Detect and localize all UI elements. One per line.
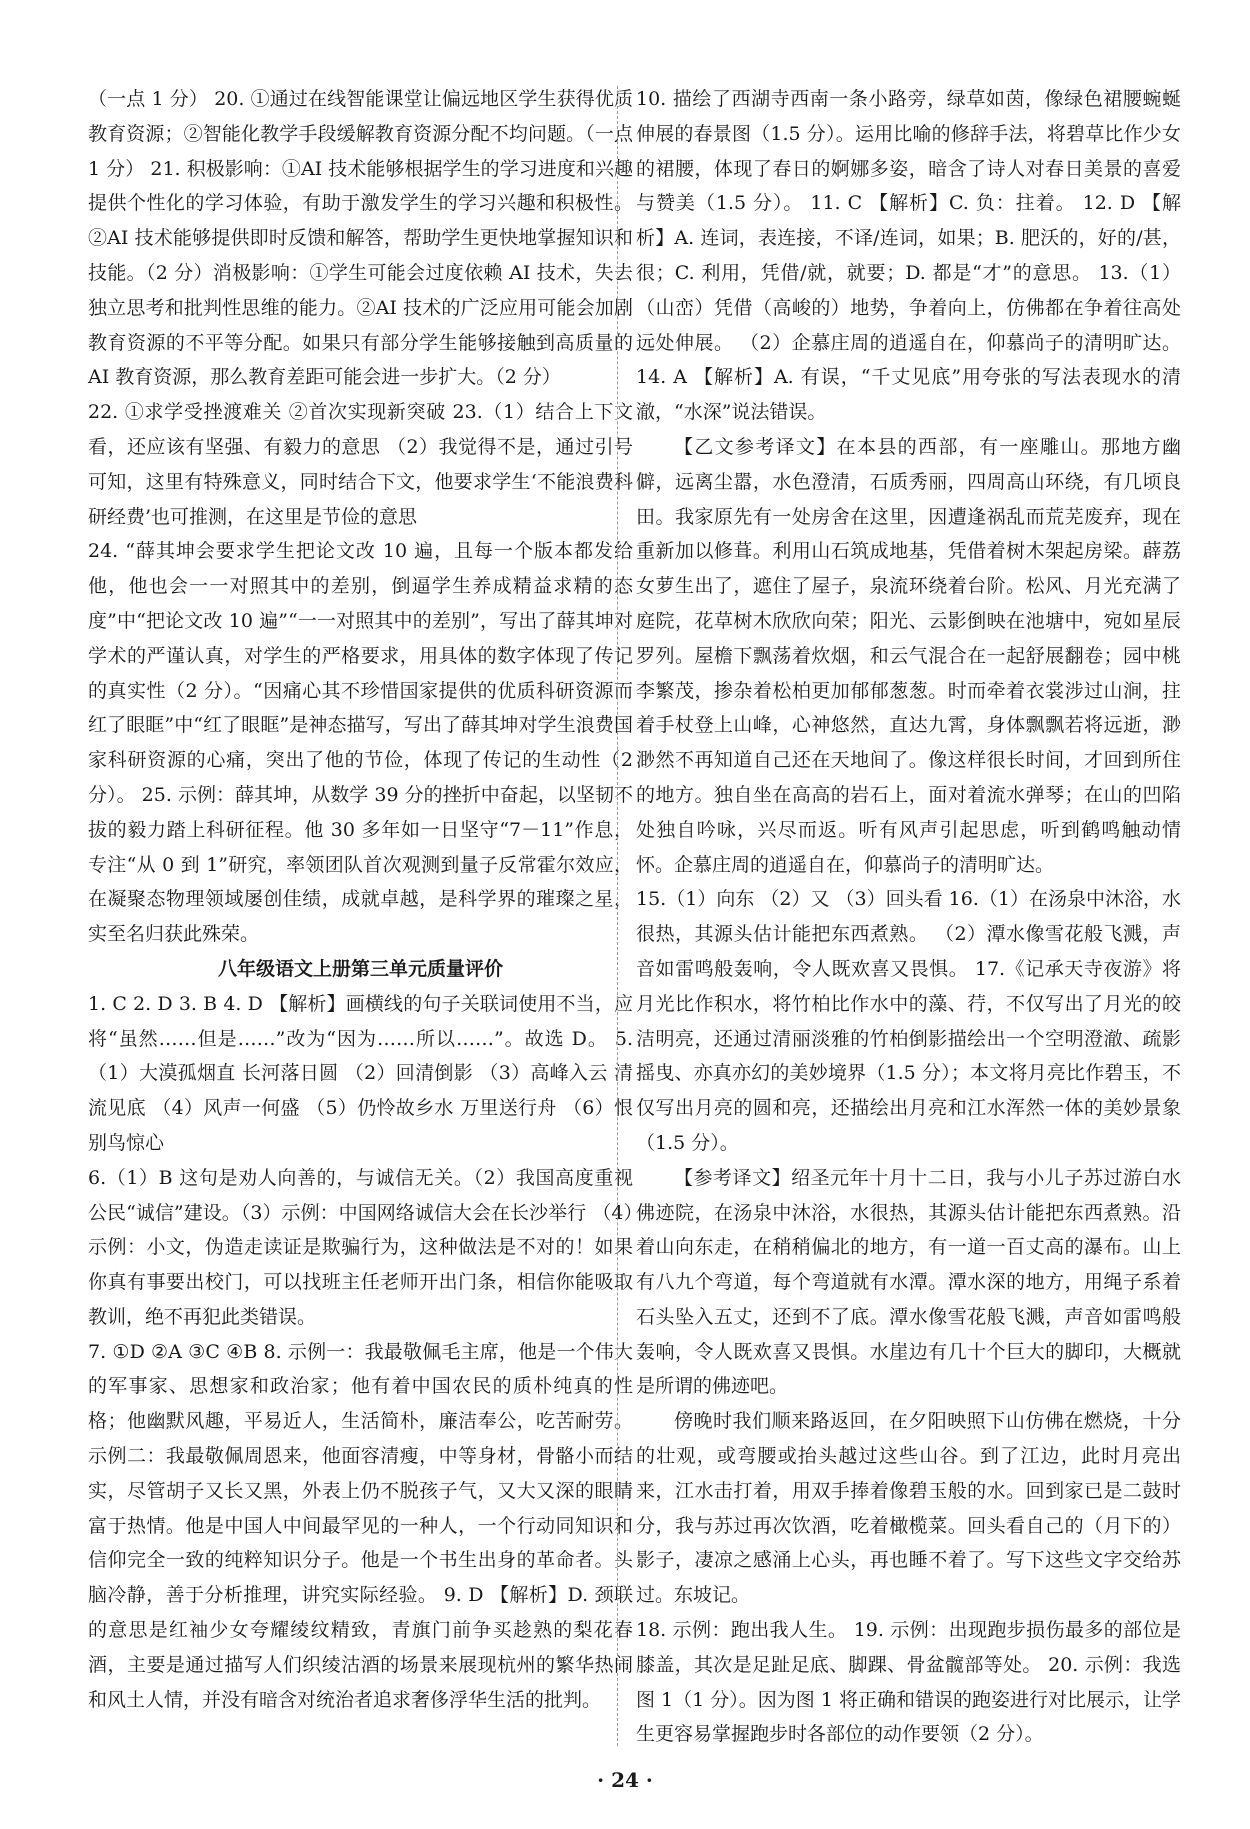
answer-paragraph-15-17: 15.（1）向东 （2）又 （3）回头看 16.（1）在汤泉中沐浴，水很热，其源头估计能把东西煮熟。 （2）潭水像雪花般飞溅，声音如雷鸣般轰响，令人既欢喜又畏惧。 17.《记承天寺夜游》将月光比作积水，将竹柏比作水中的藻、荇，不仅写出了月光的皎洁明亮，还通过清丽淡雅的竹柏倒影描绘出一个空明澄澈、疏影摇曳、亦真亦幻的美妙境界（1.5 分）；本文将月亮比作碧玉，不仅写出月亮的圆和亮，还描绘出月亮和江水浑然一体的美妙景象（1.5 分）。 [636,888,1181,1154]
reference-translation: 【参考译文】绍圣元年十月十二日，我与小儿子苏过游白水佛迹院，在汤泉中沐浴，水很热，其源头估计能把东西煮熟。沿着山向东走，在稍稍偏北的地方，有一道一百丈高的瀑布。山上有八九个弯道，每个弯道就有水潭。潭水深的地方，用绳子系着石头坠入五丈，还到不了底。潭水像雪花般飞溅，声音如雷鸣般轰响，令人既欢喜又畏惧。水崖边有几十个巨大的脚印，大概就是所谓的佛迹吧。 [636,1166,1181,1398]
answer-paragraph-10-14: 10. 描绘了西湖寺西南一条小路旁，绿草如茵，像绿色裙腰蜿蜒伸展的春景图（1.5 分）。运用比喻的修辞手法，将碧草比作少女的裙腰，体现了春日的婀娜多姿，暗含了诗人对春日美景的喜爱与赞美（1.5 分）。 11. C 【解析】C. 负：拄着。 12. D 【解析】A. 连词，表连接，不译/连词，如果；B. 肥沃的，好的/甚，很；C. 利用，凭借/就，就要；D. 都是“才”的意思。 13.（1）（山峦）凭借（高峻的）地势，争着向上，仿佛都在争着往高处远处伸展。 （2）企慕庄周的逍遥自在，仰慕尚子的清明旷达。 14. A 【解析】A. 有误，“千丈见底”用夸张的写法表现水的清澈，“水深”说法错误。 [636,88,1181,424]
answer-paragraph-1-5: 1. C 2. D 3. B 4. D 【解析】画横线的句子关联词使用不当，应将“虽然……但是……”改为“因为……所以……”。故选 D。 5.（1）大漠孤烟直 长河落日圆 （2）回清倒影 （3）高峰入云 清流见底 （4）风声一何盛 （5）仍怜故乡水 万里送行舟 （6）恨别鸟惊心 [88,992,633,1154]
right-column [636,82,1181,1752]
section-title: 八年级语文上册第三单元质量评价 [217,957,503,980]
translation-yi-text: 【乙文参考译文】在本县的西部，有一座雕山。那地方幽僻，远离尘嚣，水色澄清，石质秀丽，四周高山环绕，有几顷良田。我家原先有一处房舍在这里，因遭逢祸乱而荒芜废弃，现在重新加以修葺。利用山石筑成地基，凭借着树木架起房梁。薜荔女萝生出了，遮住了屋子，泉流环绕着台阶。松风、月光充满了庭院，花草树木欣欣向荣；阳光、云影倒映在池塘中，宛如星辰罗列。屋檐下飘荡着炊烟，和云气混合在一起舒展翻卷；园中桃李繁茂，掺杂着松柏更加郁郁葱葱。时而牵着衣裳涉过山涧，拄着手杖登上山峰，心神悠然，直达九霄，身体飘飘若将远逝，渺渺然不再知道自己还在天地间了。像这样很长时间，才回到所住的地方。独自坐在高高的岩石上，面对着流水弹琴；在山的凹陷处独自吟咏，兴尽而返。听有风声引起思虑，听到鹤鸣触动情怀。企慕庄周的逍遥自在，仰慕尚子的清明旷达。 [636,435,1181,876]
answer-paragraph-7-9: 7. ①D ②A ③C ④B 8. 示例一：我最敬佩毛主席，他是一个伟大的军事家、思想家和政治家；他有着中国农民的质朴纯真的性格；他幽默风趣，平易近人，生活简朴，廉洁奉公，吃苦耐劳。示例二：我最敬佩周恩来，他面容清瘦，中等身材，骨骼小而结实，尽管胡子又长又黑，外表上仍不脱孩子气，又大又深的眼睛富于热情。他是中国人中间最罕见的一种人，一个行动同知识和信仰完全一致的纯粹知识分子。他是一个书生出身的革命者。头脑冷静，善于分析推理，讲究实际经验。 9. D 【解析】D. 颈联的意思是红袖少女夸耀绫纹精致，青旗门前争买趁熟的梨花春酒，主要是通过描写人们织绫沽酒的场景来展现杭州的繁华热闹和风土人情，并没有暗含对统治者追求奢侈浮华生活的批判。 [88,1340,633,1711]
answer-paragraph-19-21: （一点 1 分） 20. ①通过在线智能课堂让偏远地区学生获得优质教育资源；②智能化教学手段缓解教育资源分配不均问题。（一点 1 分） 21. 积极影响：①AI 技术能够根据学生的学习进度和兴趣提供个性化的学习体验，有助于激发学生的学习兴趣和积极性。②AI 技术能够提供即时反馈和解答，帮助学生更快地掌握知识和技能。（2 分）消极影响：①学生可能会过度依赖 AI 技术，失去独立思考和批判性思维的能力。②AI 技术的广泛应用可能会加剧教育资源的不平等分配。如果只有部分学生能够接触到高质量的 AI 教育资源，那么教育差距可能会进一步扩大。（2 分） [88,88,633,389]
answer-paragraph-18-20: 18. 示例：跑出我人生。 19. 示例：出现跑步损伤最多的部位是膝盖，其次是足趾足底、脚踝、骨盆髋部等处。 20. 示例：我选图 1（1 分）。因为图 1 将正确和错误的跑姿进行对比展示，让学生更容易掌握跑步时各部位的动作要领（2 分）。 [636,1619,1181,1746]
column-divider [617,86,618,1746]
answer-paragraph-24-25: 24. “薛其坤会要求学生把论文改 10 遍，且每一个版本都发给他，他也会一一对照其中的差别，倒逼学生养成精益求精的态度”中“把论文改 10 遍”“一一对照其中的差别”，写出了薛其坤对学术的严谨认真，对学生的严格要求，用具体的数字体现了传记的真实性（2 分）。“因痛心其不珍惜国家提供的优质科研资源而红了眼眶”中“红了眼眶”是神态描写，写出了薛其坤对学生浪费国家科研资源的心痛，突出了他的节俭，体现了传记的生动性（2 分）。 25. 示例：薛其坤，从数学 39 分的挫折中奋起，以坚韧不拔的毅力踏上科研征程。他 30 多年如一日坚守“7－11”作息，专注“从 0 到 1”研究，率领团队首次观测到量子反常霍尔效应，在凝聚态物理领域屡创佳绩，成就卓越，是科学界的璀璨之星，实至名归获此殊荣。 [88,540,633,946]
answer-paragraph-22-23: 22. ①求学受挫渡难关 ②首次实现新突破 23.（1）结合上下文看，还应该有坚强、有毅力的意思 （2）我觉得不是，通过引号可知，这里有特殊意义，同时结合下文，他要求学生‘不能浪费科研经费’也可推测，在这里是节俭的意思 [88,401,633,528]
left-column [88,82,633,1717]
page-number: · 24 · [597,1768,653,1792]
answer-paragraph-6: 6.（1）B 这句是劝人向善的，与诚信无关。（2）我国高度重视公民“诚信”建设。（3）示例：中国网络诚信大会在长沙举行 （4）示例：小文，伪造走读证是欺骗行为，这种做法是不对的！如果你真有事要出校门，可以找班主任老师开出门条，相信你能吸取教训，绝不再犯此类错误。 [88,1166,633,1328]
reference-translation-continued: 傍晚时我们顺来路返回，在夕阳映照下山仿佛在燃烧，十分的壮观，或弯腰或抬头越过这些山谷。到了江边，此时月亮出来，江水击打着，用双手捧着像碧玉般的水。回到家已是二鼓时分，我与苏过再次饮酒，吃着橄榄菜。回头看自己的（月下的）影子，凄凉之感涌上心头，再也睡不着了。写下这些文字交给苏过。东坡记。 [636,1410,1181,1607]
